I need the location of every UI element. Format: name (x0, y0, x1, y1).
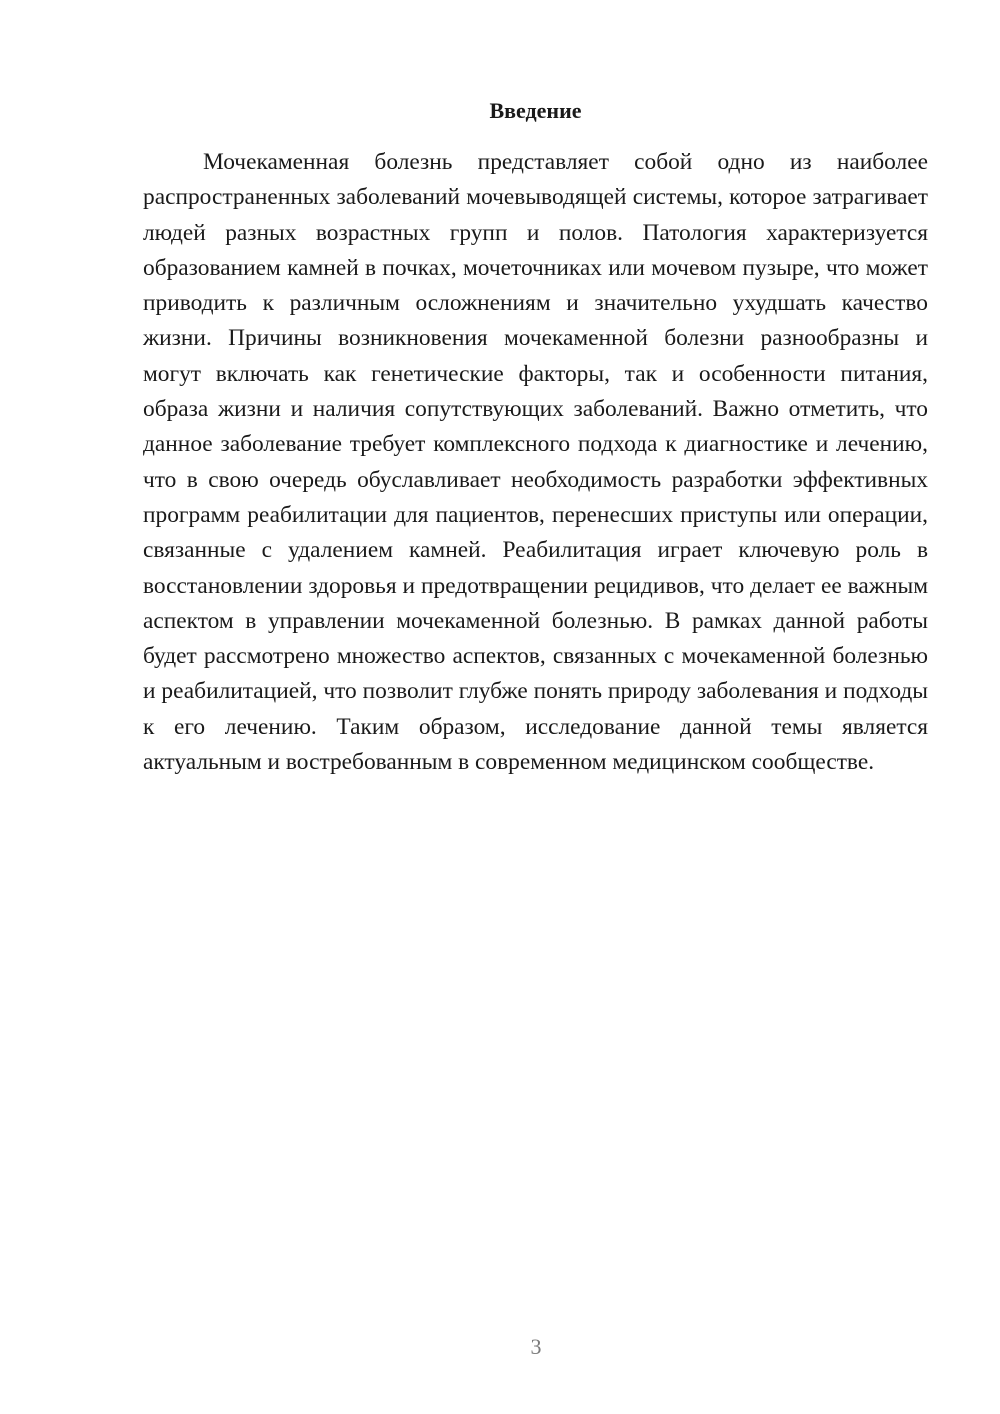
section-heading: Введение (489, 98, 582, 123)
page-number: 3 (530, 1334, 542, 1359)
body-paragraph: Мочекаменная болезнь представляет собой одно из наиболее распространенных заболеваний мочевыводящей системы, которое затрагивает людей разных возрастных групп и полов. Патология характеризуется образованием камней в почках, мочеточниках или мочевом пузыре, что может приводить к различным осложнениям и значительно ухудшать качество жизни. Причины возникновения мочекаменной болезни разнообразны и могут включать как генетические факторы, так и особенности питания, образа жизни и наличия сопутствующих заболеваний. Важно отметить, что данное заболевание требует комплексного подхода к диагностике и лечению, что в свою очередь обуславливает необходимость разработки эффективных программ реабилитации для пациентов, перенесших приступы или операции, связанные с удалением камней. Реабилитация играет ключевую роль в восстановлении здоровья и предотвращении рецидивов, что делает ее важным аспектом в управлении мочекаменной болезнью. В рамках данной работы будет рассмотрено множество аспектов, связанных с мочекаменной болезнью и реабилитацией, что позволит глубже понять природу заболевания и подходы к его лечению. Таким образом, исследование данной темы является актуальным и востребованным в современном медицинском сообществе. (143, 149, 928, 776)
